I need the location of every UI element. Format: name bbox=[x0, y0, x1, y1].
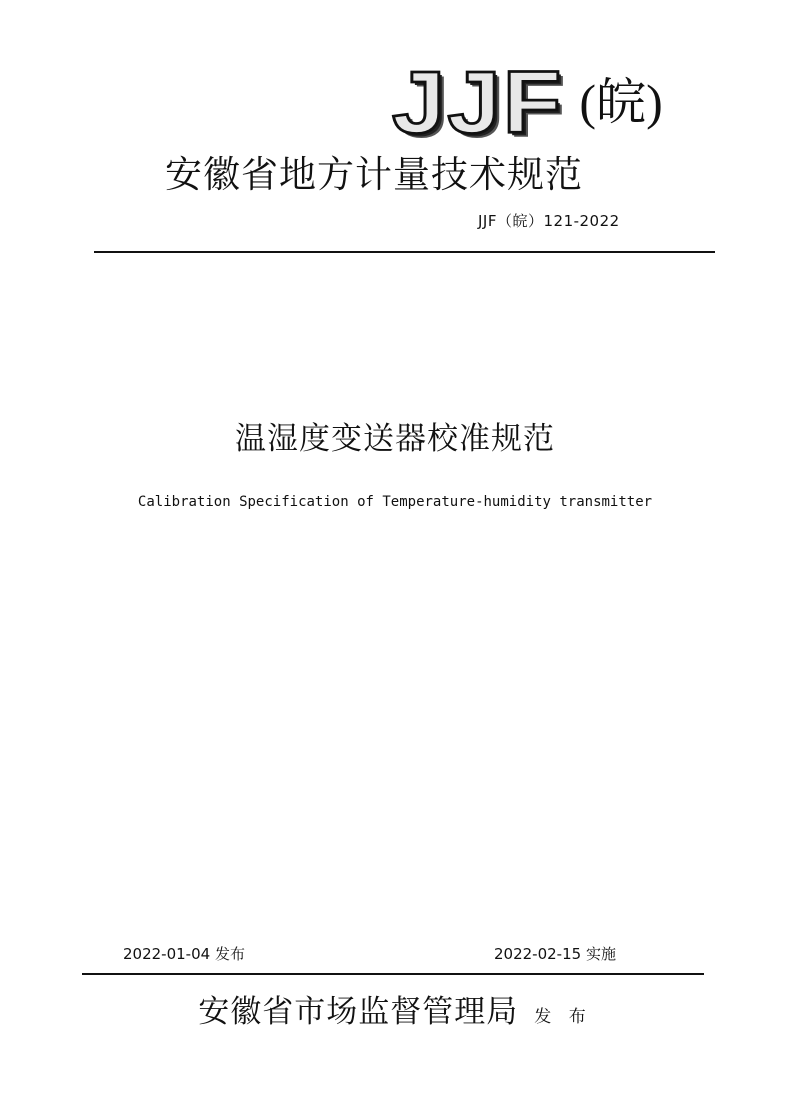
top-divider bbox=[94, 251, 715, 253]
document-title-en: Calibration Specification of Temperature-humidity transmitter bbox=[137, 494, 653, 510]
jjf-logo-region: (皖) bbox=[579, 74, 663, 130]
effective-date: 2022-02-15 实施 bbox=[494, 945, 616, 963]
issuer-name: 安徽省市场监督管理局 bbox=[198, 994, 519, 1030]
document-title-cn: 温湿度变送器校准规范 bbox=[235, 421, 555, 457]
spec-code: JJF（皖）121-2022 bbox=[478, 212, 620, 230]
spec-type-heading: 安徽省地方计量技术规范 bbox=[165, 153, 583, 196]
jjf-logo-letters: JJF bbox=[392, 53, 564, 152]
jjf-logo bbox=[392, 53, 663, 152]
issue-date: 2022-01-04 发布 bbox=[123, 945, 245, 963]
issuer-block bbox=[0, 990, 790, 1034]
bottom-divider bbox=[82, 973, 704, 975]
issuer-suffix: 发 布 bbox=[534, 1007, 592, 1027]
